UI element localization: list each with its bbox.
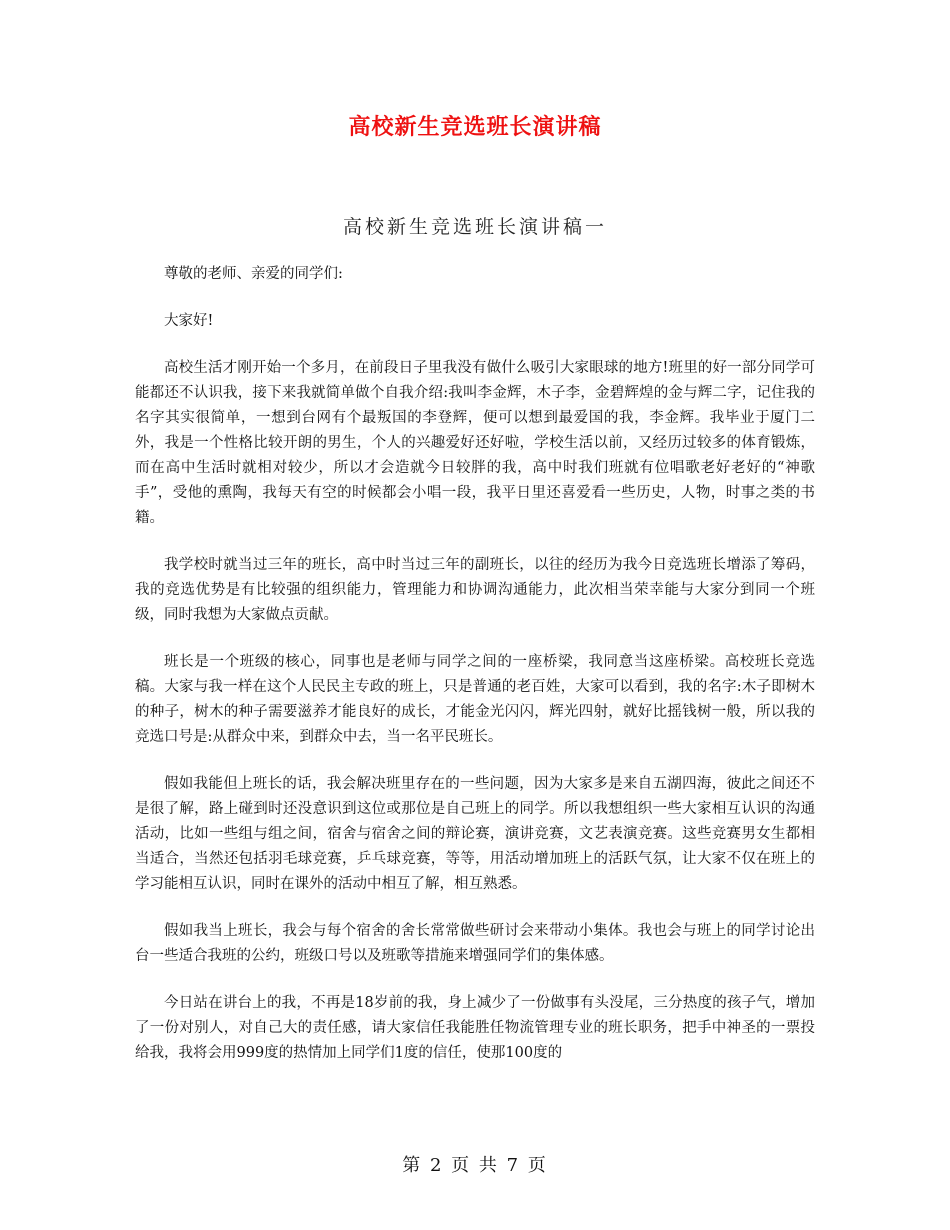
collective-paragraph: 假如我当上班长，我会与每个宿舍的舍长常常做些研讨会来带动小集体。我也会与班上的同学讨论出台一些适合我班的公约，班级口号以及班歌等措施来增强同学们的集体感。 — [135, 923, 815, 964]
activities-paragraph: 假如我能但上班长的话，我会解决班里存在的一些问题，因为大家多是来自五湖四海，彼此之间还不是很了解，路上碰到时还没意识到这位或那位是自己班上的同学。所以我想组织一些大家相互认识的沟通活动，比如一些组与组之间，宿舍与宿舍之间的辩论赛，演讲竞赛，文艺表演竞赛。这些竞赛男女生都相当适合，当然还包括羽毛球竞赛，乒乓球竞赛，等等，用活动增加班上的活跃气氛，让大家不仅在班上的学习能相互认识，同时在课外的活动中相互了解，相互熟悉。 — [135, 776, 815, 892]
intro-paragraph: 高校生活才刚开始一个多月，在前段日子里我没有做什么吸引大家眼球的地方!班里的好一部分同学可能都还不认识我，接下来我就简单做个自我介绍:我叫李金辉，木子李，金碧辉煌的金与辉二字，记住我的名字其实很简单，一想到台网有个最叛国的李登辉，便可以想到最爱国的我，李金辉。我毕业于厦门二外，我是一个性格比较开朗的男生，个人的兴趣爱好还好啦，学校生活以前，又经历过较多的体育锻炼，而在高中生活时就相对较少，所以才会造就今日较胖的我，高中时我们班就有位唱歌老好老好的“神歌手”，受他的熏陶，我每天有空的时候都会小唱一段，我平日里还喜爱看一些历史，人物，时事之类的书籍。 — [135, 360, 815, 526]
page-number: 第 2 页 共 7 页 — [402, 1155, 548, 1176]
greeting-paragraph: 尊敬的老师、亲爱的同学们: — [164, 266, 343, 282]
document-title: 高校新生竞选班长演讲稿 — [348, 115, 602, 140]
document-body — [135, 262, 815, 1088]
slogan-paragraph: 班长是一个班级的核心，同事也是老师与同学之间的一座桥梁，我同意当这座桥梁。高校班长竞选稿。大家与我一样在这个人民民主专政的班上，只是普通的老百姓，大家可以看到，我的名字:木子即树木的种子，树木的种子需要滋养才能良好的成长，才能金光闪闪，辉光四射，就好比摇钱树一般，所以我的竞选口号是:从群众中来，到群众中去，当一名平民班长。 — [135, 654, 815, 745]
hello-paragraph: 大家好! — [164, 313, 214, 329]
section-title: 高校新生竞选班长演讲稿一 — [342, 216, 607, 238]
experience-paragraph: 我学校时就当过三年的班长，高中时当过三年的副班长，以往的经历为我今日竞选班长增添了筹码，我的竞选优势是有比较强的组织能力，管理能力和协调沟通能力，此次相当荣幸能与大家分到同一个班级，同时我想为大家做点贡献。 — [135, 557, 815, 623]
closing-paragraph: 今日站在讲台上的我，不再是18岁前的我，身上减少了一份做事有头没尾，三分热度的孩子气，增加了一份对别人，对自己大的责任感，请大家信任我能胜任物流管理专业的班长职务，把手中神圣的一票投给我，我将会用999度的热情加上同学们1度的信任，使那100度的 — [135, 995, 815, 1061]
